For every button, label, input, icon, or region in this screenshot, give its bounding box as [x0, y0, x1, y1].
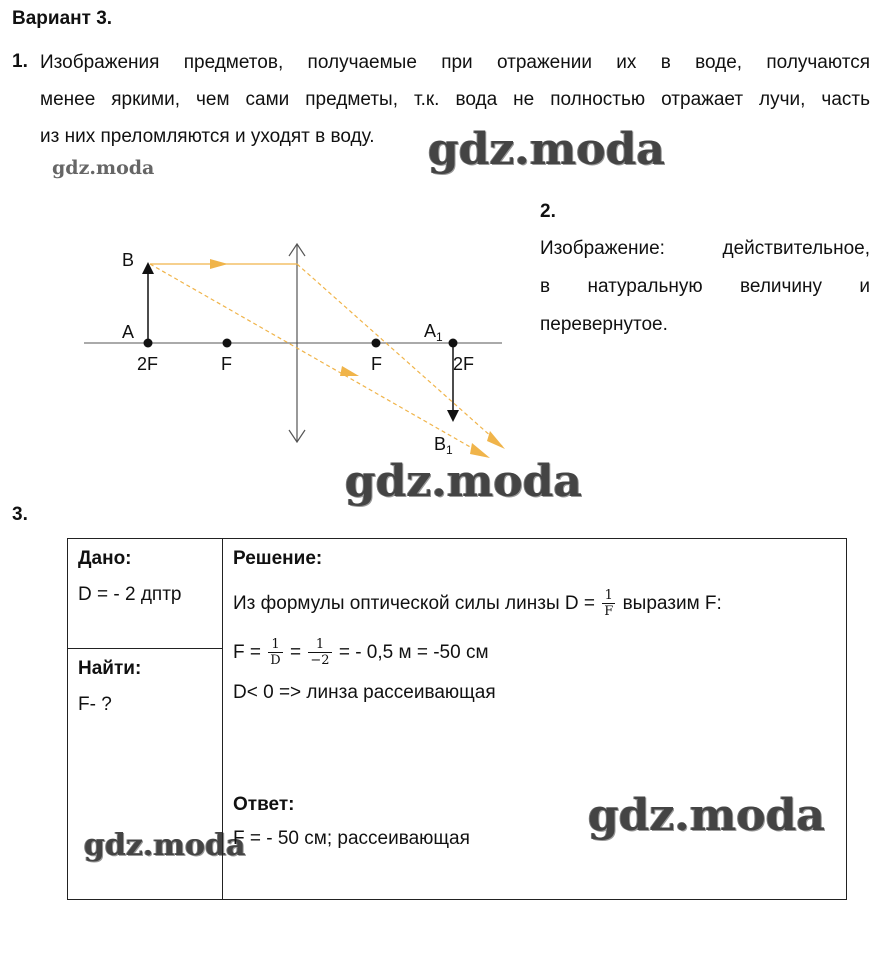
q3-number: 3.: [12, 504, 28, 525]
label-f-left: F: [221, 354, 232, 374]
find-header: Найти:: [78, 658, 142, 679]
label-b: B: [122, 250, 135, 270]
formula-line: [233, 587, 836, 621]
label-a: A: [122, 322, 135, 342]
point-2f-right: [449, 339, 458, 348]
rays: [150, 259, 505, 458]
formula-intro: Из формулы оптической силы линзы D =: [233, 593, 595, 614]
q2-line-1: Изображение: действительное,: [540, 238, 870, 259]
label-f-right: F: [371, 354, 382, 374]
q1-number: 1.: [12, 51, 28, 72]
point-2f-left: [144, 339, 153, 348]
point-f-left: [223, 339, 232, 348]
variant-title: Вариант 3.: [12, 8, 113, 29]
calc-result: = - 0,5 м = -50 см: [338, 642, 489, 663]
calc-eq: =: [289, 642, 302, 663]
calc-prefix: F =: [233, 642, 261, 663]
solution-cell: [223, 539, 847, 900]
answer-header: Ответ:: [233, 794, 295, 815]
q1-line-3: из них преломляются и уходят в воду.: [40, 126, 375, 147]
calc-fraction-1: $\frac{1}{D}$: [270, 637, 281, 669]
watermark-big-2: gdz.moda: [345, 456, 583, 507]
given-header: Дано:: [78, 548, 132, 569]
watermark-big-1: gdz.moda: [428, 124, 666, 175]
q2-line-3: перевернутое.: [540, 314, 668, 335]
conclusion: D< 0 => линза рассеивающая: [233, 682, 496, 703]
q2-line-2: в натуральную величину и: [540, 276, 870, 297]
q1-line-2: менее яркими, чем сами предметы, т.к. вода не полностью отражает лучи, часть: [40, 89, 870, 110]
ray-center: [150, 264, 486, 456]
ray-parallel-arrow: [210, 259, 228, 269]
formula-outro: выразим F:: [622, 593, 722, 614]
q2-text: [540, 230, 870, 344]
watermark-small-1: gdz.moda: [52, 157, 155, 179]
lens-diagram: [70, 230, 520, 460]
find-value: F- ?: [78, 694, 112, 715]
label-2f-right: 2F: [453, 354, 475, 374]
object-arrow: [142, 262, 154, 343]
point-f-right: [372, 339, 381, 348]
given-value: D = - 2 дптр: [78, 584, 182, 605]
answer-value: F = - 50 см; рассеивающая: [233, 828, 470, 849]
watermark-big-3: gdz.moda: [588, 790, 826, 841]
solution-header: Решение:: [233, 548, 323, 569]
ray-refracted-arrow: [487, 431, 505, 449]
q2-number: 2.: [540, 201, 556, 222]
formula-fraction: $\frac{1}{F}$: [604, 588, 614, 620]
ray-center-arrow: [340, 366, 359, 376]
solution-table: [67, 538, 847, 900]
label-a1: $A_1$: [424, 321, 443, 344]
given-cell: [68, 539, 223, 649]
calc-fraction-2: $\frac{1}{-2}$: [310, 637, 330, 669]
label-2f-left: 2F: [137, 354, 159, 374]
label-b1: $B_1$: [434, 434, 453, 457]
ray-center-arrow-2: [470, 443, 490, 458]
calc-line: [233, 635, 836, 671]
find-cell: [68, 649, 223, 900]
watermark-medium: gdz.moda: [84, 828, 246, 863]
q1-line-1: Изображения предметов, получаемые при отражении их в воде, получаются: [40, 52, 870, 73]
